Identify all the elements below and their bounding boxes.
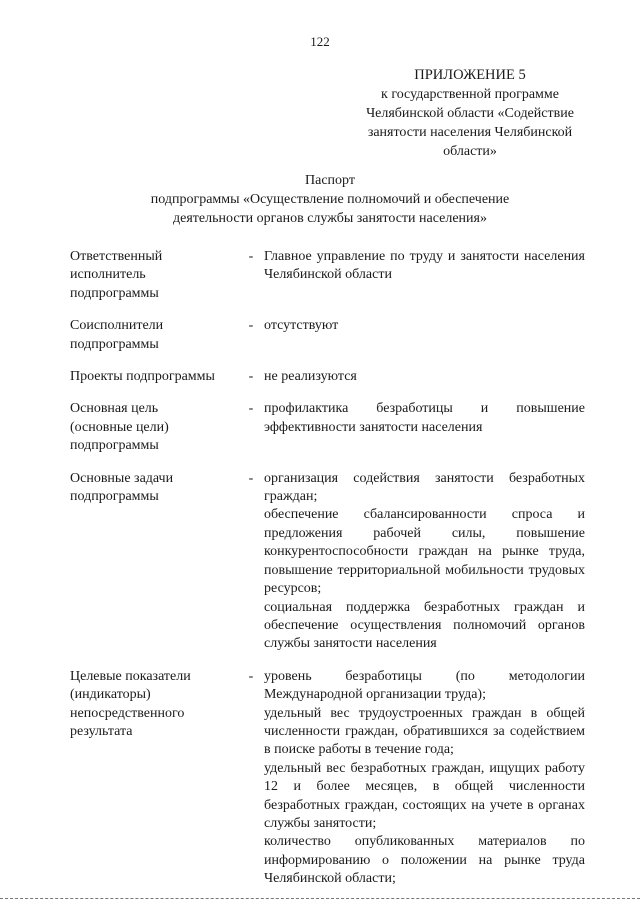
appendix-line: области» xyxy=(443,144,497,159)
row-label-line: Целевые показатели xyxy=(70,668,191,684)
row-label-line: (индикаторы) xyxy=(70,687,151,703)
row-label-line: подпрограммы xyxy=(70,285,159,301)
row-dash: - xyxy=(248,470,254,486)
row-label xyxy=(70,317,238,354)
row-value-paragraph: уровень безработицы (по методологии Международной организации труда); xyxy=(264,668,585,703)
row-label-line: Основная цель xyxy=(70,401,159,417)
row-label-line: непосредственного xyxy=(70,705,185,721)
row-label xyxy=(70,400,238,455)
row-value xyxy=(264,470,585,654)
row-value xyxy=(264,668,585,889)
row-label-line: Основные задачи xyxy=(70,470,174,486)
passport-row-projects xyxy=(70,368,585,386)
row-label xyxy=(70,368,238,386)
row-label-line: (основные цели) xyxy=(70,419,169,435)
row-label-line: исполнитель xyxy=(70,267,146,283)
appendix-line: занятости населения Челябинской xyxy=(367,125,573,140)
passport-row-main-goal xyxy=(70,400,585,455)
passport-row-target-indicators xyxy=(70,668,585,889)
passport-heading xyxy=(110,171,550,228)
row-label-line: Проекты подпрограммы xyxy=(70,369,215,385)
row-value-paragraph: отсутствуют xyxy=(264,318,339,334)
row-value xyxy=(264,317,585,354)
row-value xyxy=(264,368,585,386)
row-value-paragraph: профилактика безработицы и повышение эффективности занятости населения xyxy=(264,401,585,435)
row-value-paragraph: организация содействия занятости безработных граждан; xyxy=(264,470,585,505)
row-label-line: подпрограммы xyxy=(70,336,159,352)
passport-title: Паспорт xyxy=(305,173,355,188)
passport-row-responsible xyxy=(70,248,585,303)
passport-table xyxy=(70,248,585,903)
row-label xyxy=(70,668,238,889)
row-value-paragraph: не реализуются xyxy=(264,369,357,385)
page-number: 122 xyxy=(310,34,330,49)
row-value-paragraph: социальная поддержка безработных граждан и обеспечение осуществления полномочий органов службы занятости населения xyxy=(264,599,585,652)
row-value-paragraph: удельный вес безработных граждан, ищущих работу 12 и более месяцев, в общей численности безработных граждан, состоящих на учете в органах службы занятости; xyxy=(264,760,585,831)
row-label-line: Соисполнители xyxy=(70,318,164,334)
row-value-paragraph: обеспечение сбалансированности спроса и предложения рабочей силы, повышение конкурентоспособности граждан на рынке труда, повышение территориальной мобильности трудовых ресурсов; xyxy=(264,507,585,597)
row-label-line: подпрограммы xyxy=(70,438,159,454)
row-dash: - xyxy=(248,249,254,264)
passport-subtitle-line: деятельности органов службы занятости населения» xyxy=(173,211,487,226)
row-dash: - xyxy=(248,668,254,684)
row-label xyxy=(70,470,238,654)
passport-subtitle-line: подпрограммы «Осуществление полномочий и обеспечение xyxy=(150,192,510,207)
appendix-header xyxy=(325,66,615,161)
row-label-line: подпрограммы xyxy=(70,489,159,505)
row-dash: - xyxy=(248,318,254,334)
passport-row-coexecutors xyxy=(70,317,585,354)
row-label-line: результата xyxy=(70,723,133,739)
row-dash: - xyxy=(248,369,254,385)
row-value-paragraph: удельный вес трудоустроенных граждан в общей численности граждан, обратившихся за содействием в поиске работы в течение года; xyxy=(264,705,585,758)
row-value-paragraph: Главное управление по труду и занятости населения Челябинской области xyxy=(264,249,585,283)
row-label xyxy=(70,248,238,303)
row-dash: - xyxy=(248,401,254,417)
row-value xyxy=(264,400,585,455)
scan-edge-line xyxy=(0,898,640,899)
appendix-line: Челябинской области «Содействие xyxy=(366,106,574,121)
row-value-paragraph: количество опубликованных материалов по информированию о положении на рынке труда Челябинской области; xyxy=(264,834,585,887)
passport-row-main-tasks xyxy=(70,470,585,654)
appendix-line: к государственной программе xyxy=(381,87,559,102)
appendix-title: ПРИЛОЖЕНИЕ 5 xyxy=(414,67,526,83)
row-label-line: Ответственный xyxy=(70,249,163,264)
row-value xyxy=(264,248,585,303)
